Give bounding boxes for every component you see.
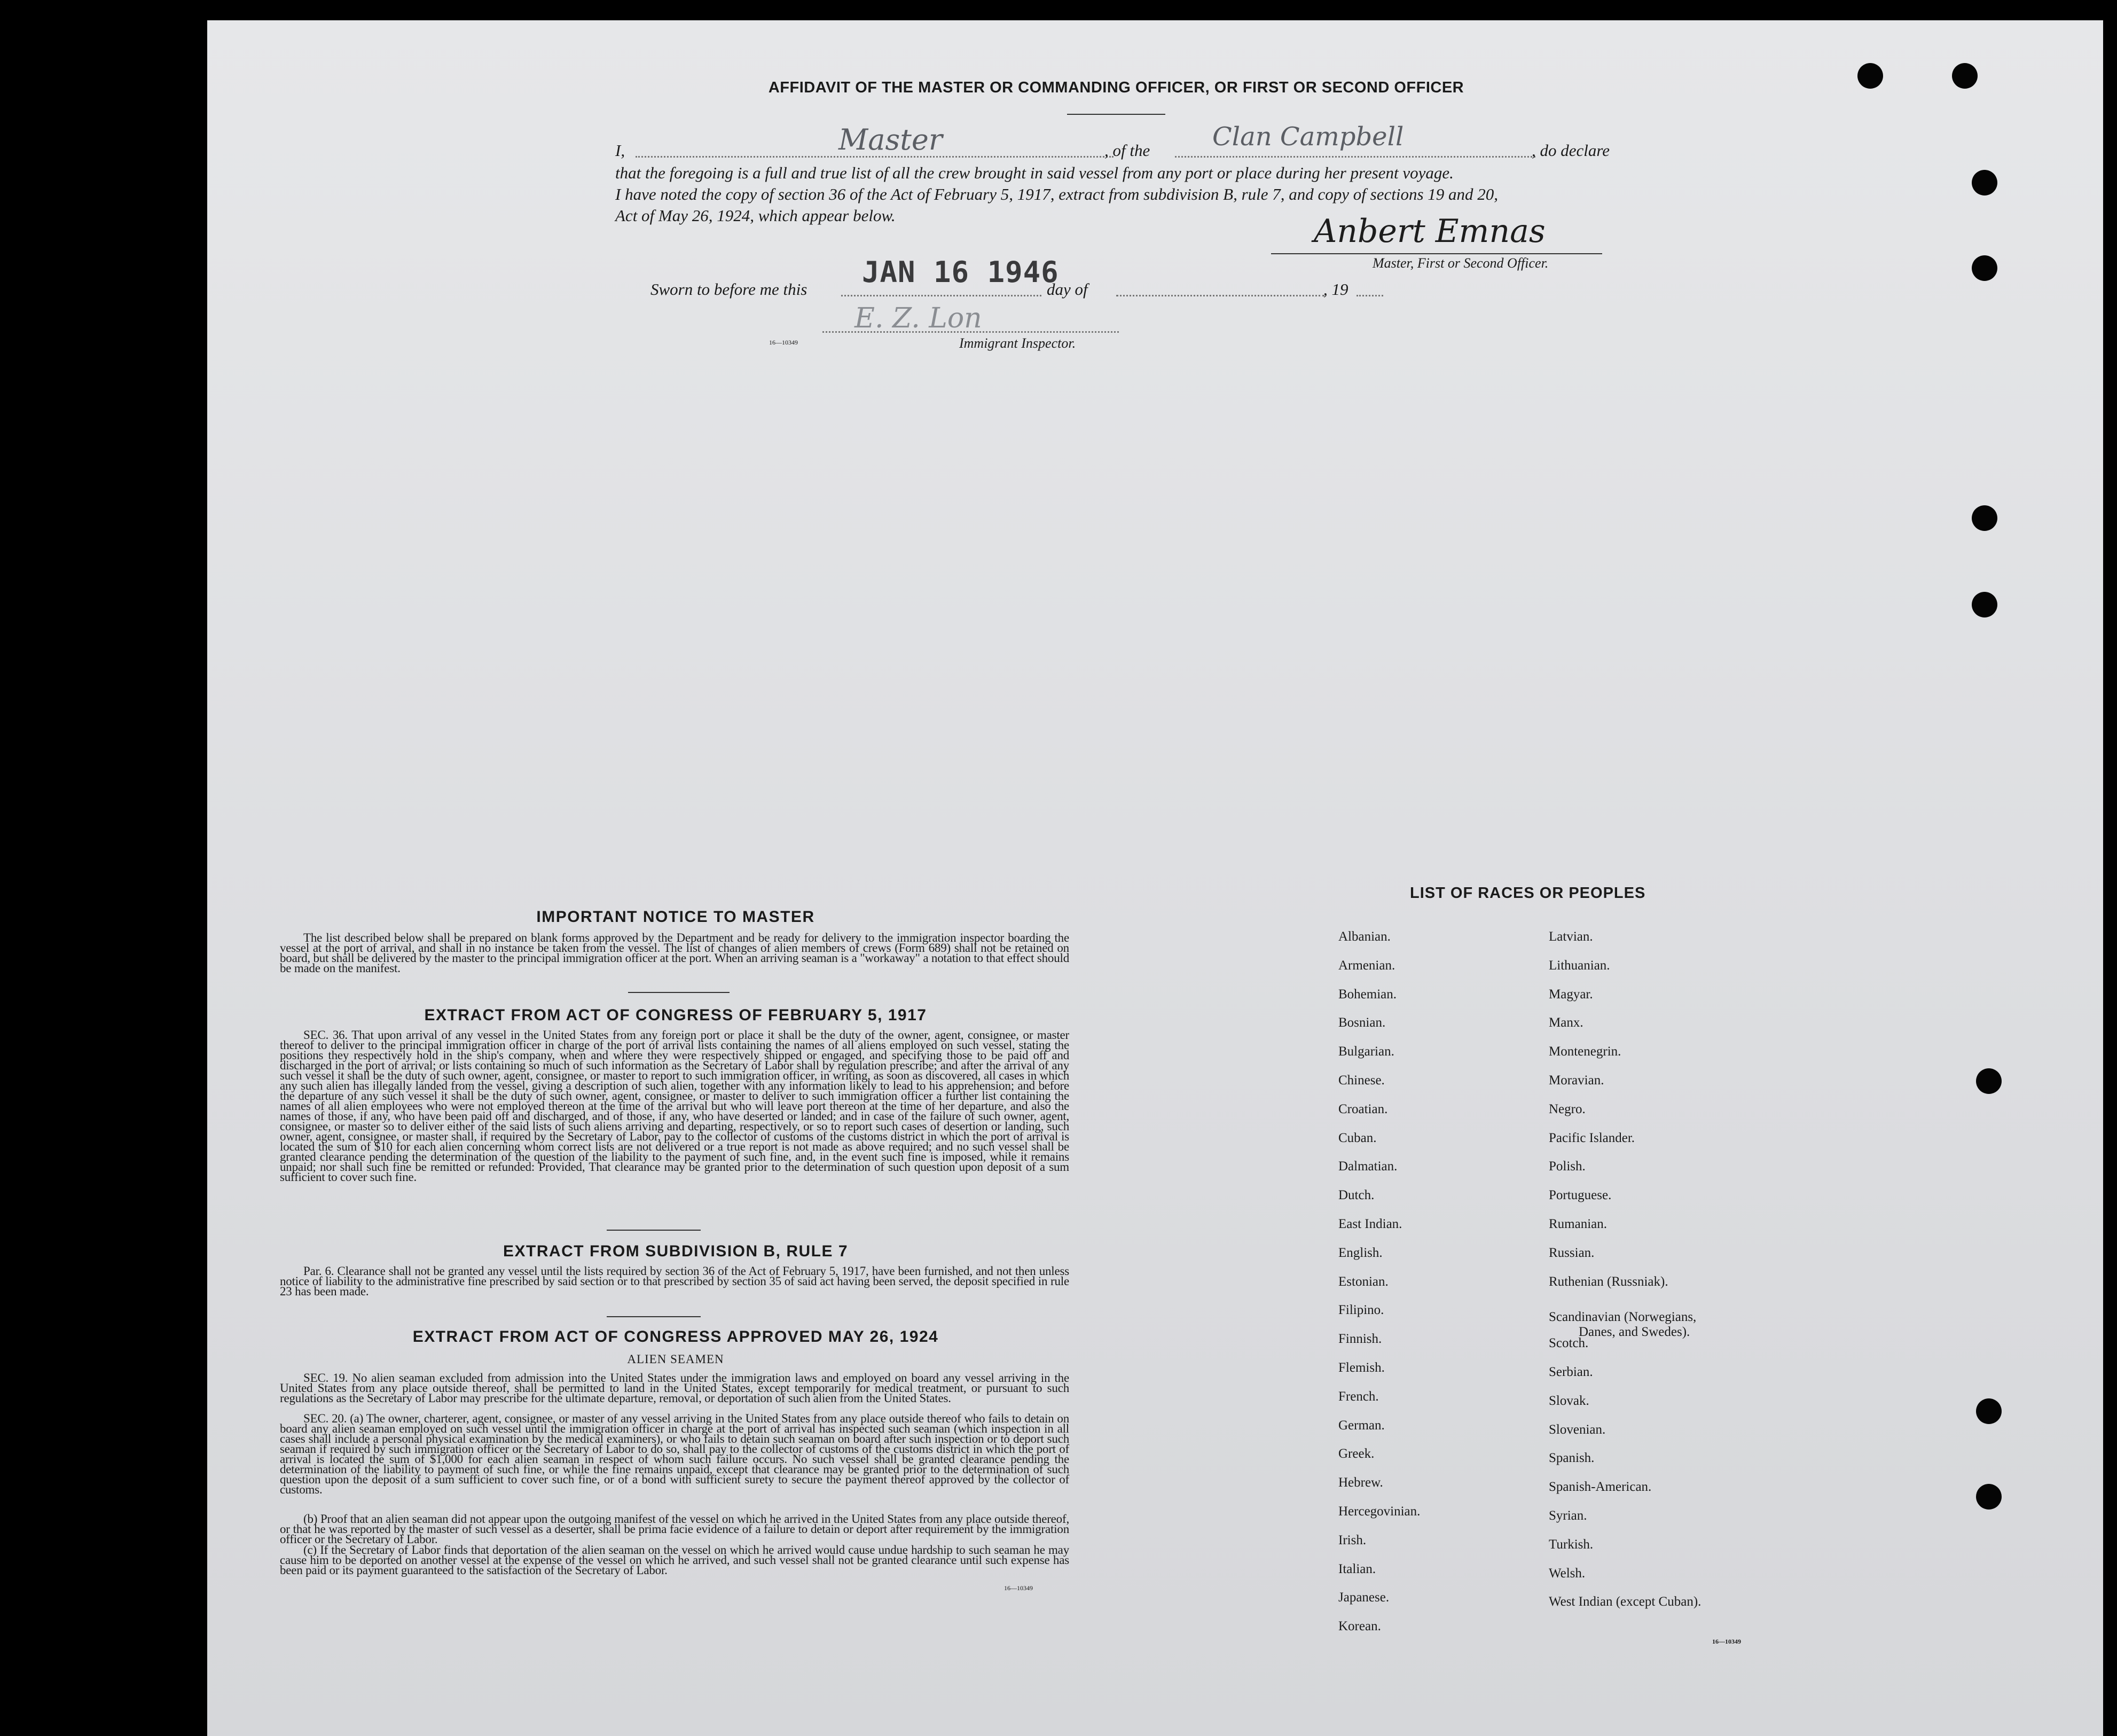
notice-title: IMPORTANT NOTICE TO MASTER — [536, 908, 815, 926]
extract-1924-title: EXTRACT FROM ACT OF CONGRESS APPROVED MAY 26, 1924 — [412, 1328, 939, 1346]
race-item: Hebrew. — [1338, 1475, 1383, 1490]
race-item: Greek. — [1338, 1446, 1375, 1461]
race-item: Latvian. — [1549, 929, 1593, 944]
race-item: Negro. — [1549, 1101, 1586, 1116]
race-item: Italian. — [1338, 1561, 1376, 1576]
notice-body: The list described below shall be prepared on blank forms approved by the Department and be ready for delivery to the immigration inspector boarding the vessel at the port of arrival, and shall in no instance be taken from the vessel. The list of changes of alien members of crews (Form 689) shall not be retained on board, but shall be delivered by the master to the principal immigration officer at the port. When an arriving seaman is a "workaway" a notation to that effect should be made on the manifest. — [280, 931, 1069, 975]
race-item: Bosnian. — [1338, 1015, 1386, 1030]
race-item: Flemish. — [1338, 1360, 1385, 1375]
race-item: Moravian. — [1549, 1073, 1604, 1088]
race-item: Pacific Islander. — [1549, 1130, 1635, 1145]
of-the-label: , of the — [1104, 141, 1150, 160]
title-rule — [1067, 114, 1165, 115]
sworn-date-line — [841, 295, 1041, 296]
punch-hole — [1976, 1484, 2002, 1510]
extract-1917-title: EXTRACT FROM ACT OF CONGRESS OF FEBRUARY 5, 1917 — [424, 1006, 927, 1024]
vessel-name-line — [1175, 156, 1535, 158]
affidavit-line-2: that the foregoing is a full and true list of all the crew brought in said vessel from any port or place during her present voyage. — [615, 163, 1454, 182]
signature: Anbert Emnas — [1314, 213, 1546, 250]
race-item: French. — [1338, 1389, 1379, 1404]
race-item: Spanish-American. — [1549, 1480, 1652, 1495]
affidavit-line-4: Act of May 26, 1924, which appear below. — [615, 206, 896, 225]
subdivision-title: EXTRACT FROM SUBDIVISION B, RULE 7 — [503, 1242, 849, 1260]
race-item: Bohemian. — [1338, 987, 1397, 1002]
race-item: Slovak. — [1549, 1393, 1589, 1408]
race-item: Polish. — [1549, 1159, 1586, 1174]
race-item: Albanian. — [1338, 929, 1391, 944]
vessel-handwriting: Clan Campbell — [1212, 122, 1404, 152]
do-declare-label: , do declare — [1532, 141, 1610, 160]
inspector-line — [822, 331, 1119, 333]
race-item: Magyar. — [1549, 987, 1593, 1002]
master-handwriting: Master — [838, 123, 943, 157]
sec-20a: SEC. 20. (a) The owner, charterer, agent, consignee, or master of any vessel arriving in the United States from any place outside thereof who fails to detain on board any alien seaman employed on such vessel until the immigration officer in charge at the port of arrival has inspected such seaman (which inspection in all cases shall include a personal physical examination by the medical examiners), or who fails to detain such seaman on board after such inspection or to deport such seaman if required by such immigration officer or the Secretary of Labor to do so, shall pay to the collector of customs of the customs district in which the port of arrival is located the sum of $1,000 for each alien seaman in respect of whom such failure occurs. No such vessel shall be granted clearance pending the determination of the liability to payment of such fine, or while the fine remains unpaid, except that clearance may be granted prior to the determination of such question upon the deposit of a sum sufficient to cover such fine, or of a bond with sufficient surety to secure the payment thereof approved by the collector of customs. — [280, 1412, 1069, 1496]
month-line — [1116, 295, 1324, 296]
race-item: Hercegovinian. — [1338, 1504, 1421, 1519]
race-item: Japanese. — [1338, 1590, 1390, 1605]
race-item: Filipino. — [1338, 1303, 1384, 1318]
race-item: Slovenian. — [1549, 1422, 1606, 1437]
subdivision-rule — [607, 1316, 701, 1317]
race-item: Korean. — [1338, 1619, 1381, 1634]
race-item: Welsh. — [1549, 1566, 1586, 1581]
race-item: Serbian. — [1549, 1365, 1593, 1379]
subdivision-body: Par. 6. Clearance shall not be granted any vessel until the lists required by section 36 of the Act of February 5, 1917, have been furnished, and not then unless notice of liability to the administrative fine prescribed by said section or to that prescribed by section 35 of said act having been served, the deposit specified in rule 23 has been made. — [280, 1264, 1069, 1298]
inspector-signature: E. Z. Lon — [854, 302, 982, 334]
race-item: German. — [1338, 1418, 1385, 1433]
race-item: Irish. — [1338, 1532, 1367, 1547]
race-item: Croatian. — [1338, 1101, 1388, 1116]
extract-1917-body: SEC. 36. That upon arrival of any vessel in the United States from any foreign port or place it shall be the duty of the owner, agent, consignee, or master thereof to deliver to the principal immigration officer in charge of the port of arrival lists containing the names of all aliens employed on such vessel, stating the positions they respectively hold in the ship's company, when and where they were respectively shipped or engaged, and specifying those to be paid off and discharged in the port of arrival; or lists containing so much of such information as the Secretary of Labor shall by regulation prescribe; and after the arrival of any such vessel it shall be the duty of such owner, agent, consignee, or master to report to such immigration officer, in writing, as soon as discovered, all cases in which any such alien has illegally landed from the vessel, giving a description of such alien, together with any information likely to lead to his apprehension; and before the departure of any such vessel it shall be the duty of such owner, agent, consignee, or master to deliver to such immigration officer a further list containing the names of all alien employees who were not employed thereon at the time of the arrival but who will leave port thereon at the time of her departure, and also the names of those, if any, who have been paid off and discharged, and of those, if any, who have deserted or landed; and in case of the failure of such owner, agent, consignee, or master so to deliver either of the said lists of such aliens arriving and departing, respectively, or so to report such cases of desertion or landing, such owner, agent, consignee, or master shall, if required by the Secretary of Labor, pay to the collector of customs of the customs district in which the port of arrival is located the sum of $10 for each alien concerning whom correct lists are not delivered or a true report is not made as above required; and no such vessel shall be granted clearance pending the determination of the question of the liability to the payment of such fine, and, in the event such fine is imposed, while it remains unpaid; nor shall such fine be remitted or refunded: Provided, That clearance may be granted prior to the determination of such question upon deposit of a sum sufficient to cover such fine. — [280, 1028, 1069, 1184]
race-item: Portuguese. — [1549, 1188, 1612, 1203]
race-item: English. — [1338, 1245, 1383, 1260]
year-line — [1357, 295, 1383, 296]
race-item: Armenian. — [1338, 958, 1395, 973]
race-item: Montenegrin. — [1549, 1044, 1621, 1059]
punch-hole — [1972, 255, 1997, 281]
race-item: Dalmatian. — [1338, 1159, 1398, 1174]
sec-19: SEC. 19. No alien seaman excluded from admission into the United States under the immigration laws and employed on board any vessel arriving in the United States from any place outside thereof, shall be permitted to land in the United States, except temporarily for medical treatment, or pursuant to such regulations as the Secretary of Labor may prescribe for the ultimate departure, removal, or deportation of such alien from the United States. — [280, 1371, 1069, 1405]
race-item: Lithuanian. — [1549, 958, 1610, 973]
inspector-caption: Immigrant Inspector. — [959, 335, 1076, 351]
race-item: East Indian. — [1338, 1217, 1402, 1231]
sworn-label: Sworn to before me this — [650, 280, 807, 299]
sec-20c: (c) If the Secretary of Labor finds that deportation of the alien seaman on the vessel on which he arrived would cause undue hardship to such seaman he may cause him to be deported on another vessel at the expense of the vessel on which he arrived, and such vessel shall not be granted clearance until such expense has been paid or its payment guaranteed to the satisfaction of the Secretary of Labor. — [280, 1543, 1069, 1577]
race-item: Chinese. — [1338, 1073, 1385, 1088]
affidavit-title: AFFIDAVIT OF THE MASTER OR COMMANDING OFFICER, OR FIRST OR SECOND OFFICER — [768, 79, 1464, 96]
race-item: West Indian (except Cuban). — [1549, 1594, 1702, 1609]
year-label: , 19 — [1323, 280, 1348, 299]
signature-caption: Master, First or Second Officer. — [1373, 255, 1549, 271]
punch-hole — [1976, 1068, 2002, 1094]
race-item: Finnish. — [1338, 1332, 1382, 1347]
race-item: Scotch. — [1549, 1336, 1589, 1351]
day-of-label: day of — [1047, 280, 1088, 299]
race-item: Estonian. — [1338, 1274, 1389, 1289]
sec-20b: (b) Proof that an alien seaman did not appear upon the outgoing manifest of the vessel on which he arrived in the United States from any place outside thereof, or that he was reported by the master of such vessel as a deserter, shall be prima facie evidence of a failure to detain or deport after requirement by the immigration officer or the Secretary of Labor. — [280, 1512, 1069, 1546]
extract-1917-rule — [607, 1230, 701, 1231]
punch-hole — [1972, 170, 1997, 196]
punch-hole — [1972, 592, 1997, 617]
race-item: Syrian. — [1549, 1508, 1587, 1523]
race-item: Bulgarian. — [1338, 1044, 1394, 1059]
race-item: Spanish. — [1549, 1451, 1595, 1466]
extract-form-number: 16—10349 — [1004, 1584, 1033, 1592]
signature-line — [1271, 253, 1602, 254]
race-item: Turkish. — [1549, 1537, 1594, 1552]
race-item: Russian. — [1549, 1245, 1595, 1260]
races-title: LIST OF RACES OR PEOPLES — [1410, 885, 1646, 902]
punch-hole — [1972, 505, 1997, 531]
race-item: Manx. — [1549, 1015, 1583, 1030]
punch-hole — [1952, 63, 1978, 89]
race-item: Ruthenian (Russniak). — [1549, 1274, 1668, 1289]
races-form-number: 16—10349 — [1712, 1638, 1741, 1645]
affidavit-line-3: I have noted the copy of section 36 of the Act of February 5, 1917, extract from subdivision B, rule 7, and copy of sections 19 and 20, — [615, 185, 1499, 204]
punch-hole — [1857, 63, 1883, 89]
notice-rule — [628, 992, 730, 993]
race-item: Scandinavian (Norwegians, — [1549, 1310, 1697, 1324]
punch-hole — [1976, 1398, 2002, 1424]
race-item: Dutch. — [1338, 1188, 1375, 1203]
race-item: Cuban. — [1338, 1130, 1377, 1145]
alien-seamen-subtitle: ALIEN SEAMEN — [627, 1352, 724, 1366]
race-item: Rumanian. — [1549, 1217, 1608, 1231]
affidavit-form-number: 16—10349 — [769, 339, 798, 346]
date-stamp: JAN 16 1946 — [862, 255, 1059, 289]
race-item: Danes, and Swedes). — [1579, 1325, 1690, 1339]
affidavit-i: I, — [615, 141, 625, 160]
